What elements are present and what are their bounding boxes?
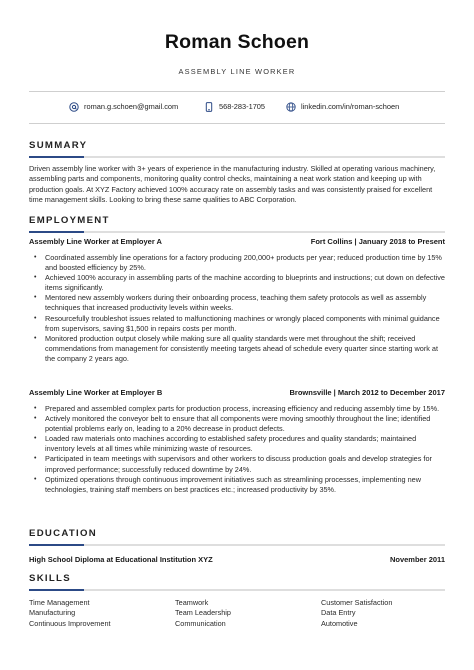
globe-icon	[286, 102, 296, 112]
skill-item: Continuous Improvement	[29, 618, 111, 628]
summary-heading: SUMMARY	[29, 140, 88, 151]
contact-email[interactable]	[69, 102, 178, 112]
job-bullet: • Mentored new assembly workers during their onboarding process, teaching them safety protocols as well as assembly techniques that increased productivity levels within weeks.	[29, 293, 445, 313]
summary-divider	[29, 156, 445, 158]
job-bullet: • Participated in team meetings with supervisors and other workers to discuss production goals and develop strategies for improved performance; successfully reduced downtime by 24%.	[29, 454, 445, 474]
contact-phone[interactable]	[204, 102, 265, 112]
job-title: Assembly Line Worker at Employer B	[29, 388, 163, 397]
skill-item: Customer Satisfaction	[321, 598, 393, 607]
contact-linkedin[interactable]	[286, 102, 399, 112]
linkedin-text: linkedin.com/in/roman-schoen	[301, 102, 400, 111]
job-bullet-list	[29, 404, 445, 495]
skill-item: Data Entry	[321, 608, 356, 618]
education-date: November 2011	[389, 555, 445, 564]
employment-section	[29, 215, 445, 233]
job-entry-a	[29, 237, 445, 364]
job-bullet: • Coordinated assembly line operations for a factory producing 200,000+ products per year; reduced production time by 15% and boosted efficiency by 25%.	[29, 253, 445, 273]
skills-heading: SKILLS	[29, 573, 71, 584]
job-bullet: • Achieved 100% accuracy in assembling parts of the machine according to blueprints and instructions; cut down on defective items significantly.	[29, 273, 445, 293]
skill-item: Manufacturing	[29, 608, 76, 618]
education-degree: High School Diploma at Educational Institution XYZ	[29, 555, 213, 564]
employment-divider	[29, 231, 445, 233]
education-divider	[29, 544, 445, 546]
summary-section	[29, 140, 445, 206]
phone-text: 568-283-1705	[219, 102, 266, 111]
job-bullet: • Optimized operations through continuous improvement initiatives such as streamlining processes, implementing new technologies, training staff members on best practices etc.; increased productivity by 35%.	[29, 475, 445, 495]
education-heading: EDUCATION	[29, 528, 98, 539]
candidate-name: Roman Schoen	[164, 31, 310, 53]
job-bullet: • Monitored production output closely while making sure all quality standards were met throughout the shift; received commendations from management for consistently meeting targets ahead of schedule every quarter since starting work at the company 2 years ago.	[29, 334, 445, 364]
skill-item: Team Leadership	[175, 608, 231, 618]
skills-grid	[29, 598, 445, 629]
phone-icon	[204, 102, 214, 112]
skill-item: Teamwork	[175, 598, 209, 607]
job-bullet: • Prepared and assembled complex parts for production process, increasing efficiency and reducing assembly time by 15%.	[29, 404, 445, 414]
skills-divider	[29, 589, 445, 591]
job-meta: Fort Collins | January 2018 to Present	[310, 237, 445, 246]
job-title: Assembly Line Worker at Employer A	[29, 237, 162, 246]
job-bullet: • Actively monitored the conveyor belt to ensure that all components were moving smoothly throughout the line; identified potential problems early on, leading to a 20% decrease in product defects.	[29, 414, 445, 434]
resume-header	[0, 0, 474, 76]
job-bullet: • Resourcefully troubleshot issues related to malfunctioning machines or wrongly placed components with minimal guidance from supervisors, saving $1,500 in repairs costs per month.	[29, 314, 445, 334]
education-section	[29, 528, 445, 565]
email-icon	[69, 102, 79, 112]
job-bullet: • Loaded raw materials onto machines according to established safety procedures and quality standards; maintained inventory levels at all times while minimizing waste of resources.	[29, 434, 445, 454]
summary-text: Driven assembly line worker with 3+ years of experience in the manufacturing industry. Skilled at operating various machinery, assembling parts and components, monitoring quality control checks, maintaining a neat work station and keeping up with production goals. At XYZ Factory achieved 100% accuracy rate on assembly tasks and was consistently praised for excellent time management skills. Looking to bring these same qualities to ABC Corporation.	[29, 164, 436, 205]
skill-item: Automotive	[321, 618, 358, 628]
skills-section	[29, 573, 445, 629]
contact-bar	[29, 91, 445, 124]
employment-heading: EMPLOYMENT	[29, 215, 110, 226]
skill-item: Time Management	[29, 598, 90, 607]
job-meta: Brownsville | March 2012 to December 2017	[289, 388, 445, 397]
job-bullet-list	[29, 253, 445, 364]
email-text: roman.g.schoen@gmail.com	[84, 102, 179, 111]
job-entry-b	[29, 388, 445, 495]
candidate-role: ASSEMBLY LINE WORKER	[178, 67, 296, 76]
skill-item: Communication	[175, 618, 226, 628]
